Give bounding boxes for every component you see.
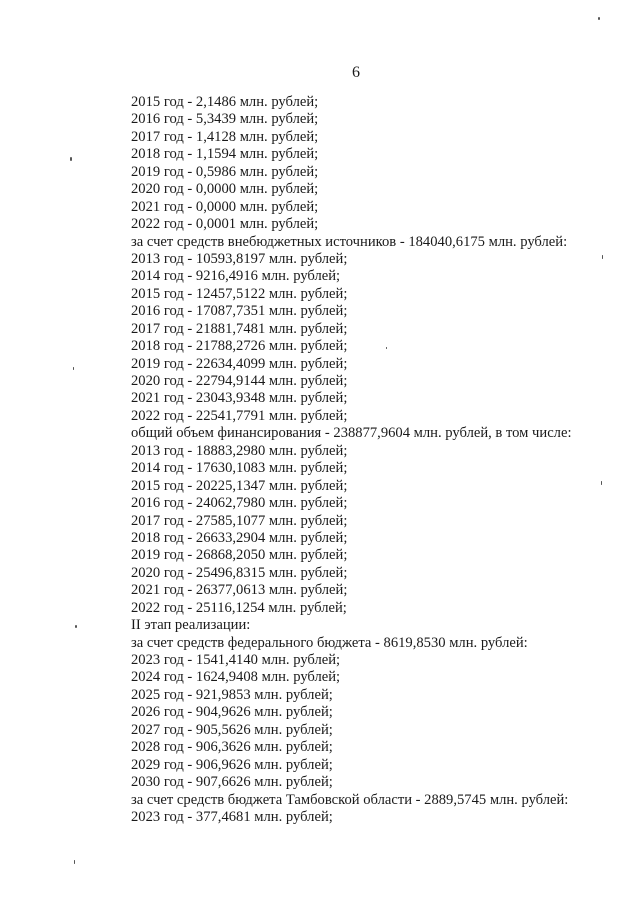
- scan-speck: [601, 481, 602, 485]
- document-line: 2019 год - 22634,4099 млн. рублей;: [131, 355, 348, 372]
- document-line: 2021 год - 26377,0613 млн. рублей;: [131, 582, 348, 599]
- scan-speck: [70, 157, 72, 161]
- document-line: общий объем финансирования - 238877,9604 млн. рублей, в том числе:: [131, 425, 572, 442]
- scan-speck: [598, 17, 600, 20]
- document-line: 2019 год - 26868,2050 млн. рублей;: [131, 547, 348, 564]
- document-line: 2023 год - 377,4681 млн. рублей;: [131, 808, 333, 825]
- document-line: 2023 год - 1541,4140 млн. рублей;: [131, 652, 341, 668]
- document-line: 2025 год - 921,9853 млн. рублей;: [131, 686, 333, 703]
- document-line: 2016 год - 24062,7980 млн. рублей;: [131, 495, 348, 512]
- document-line: 2017 год - 27585,1077 млн. рублей;: [131, 512, 348, 529]
- document-line: 2017 год - 21881,7481 млн. рублей;: [131, 320, 348, 337]
- document-line: 2019 год - 0,5986 млн. рублей;: [131, 163, 319, 180]
- document-line: 2021 год - 0,0000 млн. рублей;: [131, 198, 319, 215]
- scan-speck: [73, 367, 74, 370]
- document-line: за счет средств федерального бюджета - 8619,8530 млн. рублей:: [131, 634, 528, 651]
- document-line: 2016 год - 17087,7351 млн. рублей;: [131, 303, 348, 320]
- document-line: 2022 год - 0,0001 млн. рублей;: [131, 216, 319, 233]
- document-line: 2022 год - 22541,7791 млн. рублей;: [131, 407, 348, 424]
- document-line: 2026 год - 904,9626 млн. рублей;: [131, 704, 333, 721]
- funding-lines: [131, 94, 572, 826]
- document-line: 2018 год - 21788,2726 млн. рублей;: [131, 338, 348, 355]
- document-line: 2015 год - 2,1486 млн. рублей;: [131, 94, 319, 110]
- document-line: 2029 год - 906,9626 млн. рублей;: [131, 756, 333, 773]
- scan-speck: [74, 860, 75, 864]
- document-line: 2020 год - 0,0000 млн. рублей;: [131, 181, 319, 198]
- document-line: 2016 год - 5,3439 млн. рублей;: [131, 111, 319, 128]
- document-line: 2021 год - 23043,9348 млн. рублей;: [131, 390, 348, 407]
- document-line: 2015 год - 12457,5122 млн. рублей;: [131, 285, 348, 302]
- document-line: II этап реализации:: [131, 617, 251, 634]
- document-line: 2017 год - 1,4128 млн. рублей;: [131, 128, 319, 145]
- document-line: 2020 год - 25496,8315 млн. рублей;: [131, 564, 348, 581]
- scan-speck: [75, 625, 77, 628]
- document-line: 2028 год - 906,3626 млн. рублей;: [131, 739, 333, 756]
- page-number: 6: [352, 64, 360, 81]
- document-line: 2024 год - 1624,9408 млн. рублей;: [131, 669, 341, 686]
- document-line: 2030 год - 907,6626 млн. рублей;: [131, 774, 333, 791]
- document-line: 2013 год - 18883,2980 млн. рублей;: [131, 442, 348, 459]
- document-line: 2018 год - 26633,2904 млн. рублей;: [131, 529, 348, 546]
- document-line: за счет средств бюджета Тамбовской области - 2889,5745 млн. рублей:: [131, 791, 569, 808]
- document-line: 2022 год - 25116,1254 млн. рублей;: [131, 599, 347, 616]
- document-line: 2015 год - 20225,1347 млн. рублей;: [131, 477, 348, 494]
- document-line: 2018 год - 1,1594 млн. рублей;: [131, 146, 319, 163]
- document-line: 2014 год - 17630,1083 млн. рублей;: [131, 460, 348, 477]
- document-line: 2014 год - 9216,4916 млн. рублей;: [131, 268, 341, 285]
- document-line: 2013 год - 10593,8197 млн. рублей;: [131, 250, 348, 267]
- scan-speck: [602, 255, 603, 259]
- document-line: за счет средств внебюджетных источников - 184040,6175 млн. рублей:: [131, 233, 568, 250]
- document-line: 2027 год - 905,5626 млн. рублей;: [131, 721, 333, 738]
- document-line: 2020 год - 22794,9144 млн. рублей;: [131, 373, 348, 389]
- scan-speck: [386, 347, 387, 349]
